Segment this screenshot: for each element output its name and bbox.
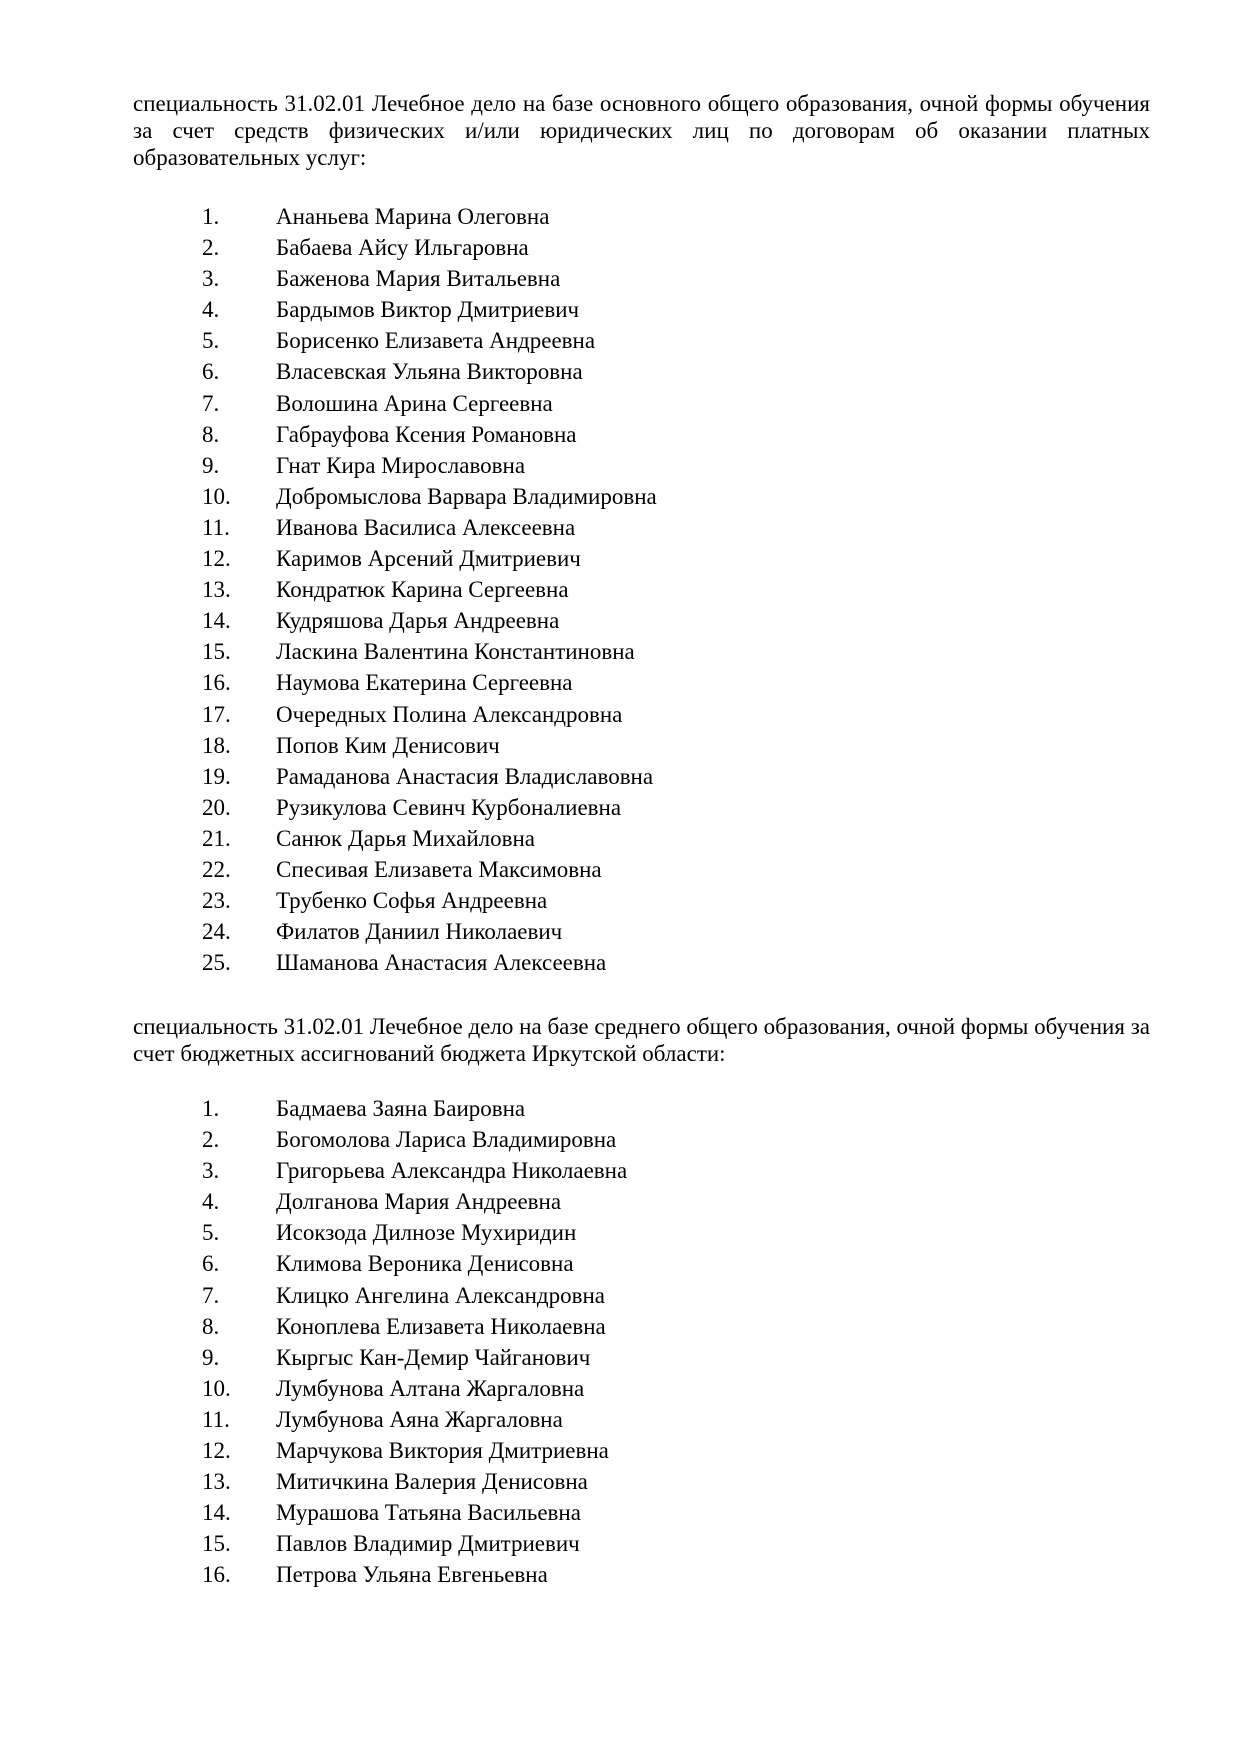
student-name: Волошина Арина Сергеевна: [276, 390, 553, 416]
item-number: 5.: [202, 328, 220, 354]
item-number: 6.: [202, 1251, 220, 1277]
list-item: [0, 576, 1241, 607]
item-number: 3.: [202, 1158, 220, 1184]
item-number: 10.: [202, 1375, 231, 1401]
item-number: 20.: [202, 794, 231, 820]
item-number: 9.: [202, 1344, 220, 1370]
item-number: 7.: [202, 1282, 220, 1308]
student-name: Климова Вероника Денисовна: [276, 1251, 574, 1277]
list-item: [0, 949, 1241, 980]
student-name: Каримов Арсений Дмитриевич: [276, 546, 581, 572]
student-name: Власевская Ульяна Викторовна: [276, 359, 583, 385]
student-name: Лумбунова Аяна Жаргаловна: [276, 1406, 563, 1432]
student-name: Мурашова Татьяна Васильевна: [276, 1500, 581, 1526]
list-item: [0, 1219, 1241, 1250]
item-number: 1.: [202, 204, 220, 229]
list-item: [0, 234, 1241, 265]
list-item: [0, 327, 1241, 358]
student-name: Санюк Дарья Михайловна: [276, 825, 536, 851]
item-number: 15.: [202, 1531, 231, 1557]
item-number: 22.: [202, 856, 231, 882]
student-name: Спесивая Елизавета Максимовна: [276, 856, 602, 882]
list-item: [0, 1561, 1241, 1592]
list-item: [0, 1250, 1241, 1281]
student-name: Петрова Ульяна Евгеньевна: [276, 1562, 548, 1588]
student-list-budget-secondary: [0, 1095, 1241, 1593]
list-item: [0, 1499, 1241, 1530]
student-name: Баженова Мария Витальевна: [276, 266, 561, 292]
list-item: [0, 794, 1241, 825]
student-name: Ласкина Валентина Константиновна: [276, 639, 635, 665]
list-item: [0, 856, 1241, 887]
section-heading-budget-secondary: специальность 31.02.01 Лечебное дело на базе среднего общего образования, очной формы обучения за счет бюджетных ассигнований бюджета Иркутской области:: [133, 1014, 1150, 1066]
item-number: 24.: [202, 919, 231, 945]
item-number: 25.: [202, 950, 231, 976]
list-item: [0, 265, 1241, 296]
student-list-paid-basic: [0, 203, 1241, 980]
item-number: 17.: [202, 701, 231, 727]
list-item: [0, 887, 1241, 918]
student-name: Бабаева Айсу Ильгаровна: [276, 235, 529, 261]
list-item: [0, 421, 1241, 452]
student-name: Попов Ким Денисович: [276, 732, 500, 758]
list-item: [0, 545, 1241, 576]
list-item: [0, 452, 1241, 483]
list-item: [0, 1530, 1241, 1561]
student-name: Марчукова Виктория Дмитриевна: [276, 1438, 609, 1464]
item-number: 15.: [202, 639, 231, 665]
item-number: 4.: [202, 1189, 220, 1215]
item-number: 13.: [202, 1469, 231, 1495]
student-name: Кыргыс Кан-Демир Чайганович: [276, 1344, 591, 1370]
list-item: [0, 1126, 1241, 1157]
student-name: Борисенко Елизавета Андреевна: [276, 328, 596, 354]
list-item: [0, 358, 1241, 389]
student-name: Рузикулова Севинч Курбоналиевна: [276, 794, 622, 820]
student-name: Очередных Полина Александровна: [276, 701, 623, 727]
list-item: [0, 1344, 1241, 1375]
item-number: 1.: [202, 1096, 220, 1121]
list-item: [0, 296, 1241, 327]
student-name: Трубенко Софья Андреевна: [276, 888, 548, 914]
item-number: 7.: [202, 390, 220, 416]
student-name: Митичкина Валерия Денисовна: [276, 1469, 588, 1495]
student-name: Филатов Даниил Николаевич: [276, 919, 563, 945]
student-name: Кудряшова Дарья Андреевна: [276, 608, 560, 634]
list-item: [0, 607, 1241, 638]
item-number: 10.: [202, 483, 231, 509]
list-item: [0, 1095, 1241, 1126]
list-item: [0, 732, 1241, 763]
item-number: 16.: [202, 1562, 231, 1588]
item-number: 23.: [202, 888, 231, 914]
list-item: [0, 763, 1241, 794]
item-number: 12.: [202, 1438, 231, 1464]
item-number: 2.: [202, 235, 220, 261]
list-item: [0, 1188, 1241, 1219]
item-number: 2.: [202, 1127, 220, 1153]
item-number: 16.: [202, 670, 231, 696]
student-name: Рамаданова Анастасия Владиславовна: [276, 763, 654, 789]
student-name: Иванова Василиса Алексеевна: [276, 514, 576, 540]
item-number: 14.: [202, 608, 231, 634]
item-number: 3.: [202, 266, 220, 292]
list-item: [0, 514, 1241, 545]
list-item: [0, 638, 1241, 669]
student-name: Коноплева Елизавета Николаевна: [276, 1313, 606, 1339]
list-item: [0, 1437, 1241, 1468]
list-item: [0, 483, 1241, 514]
list-item: [0, 669, 1241, 700]
list-item: [0, 825, 1241, 856]
student-name: Наумова Екатерина Сергеевна: [276, 670, 573, 696]
section-heading-paid-basic: специальность 31.02.01 Лечебное дело на базе основного общего образования, очной формы обучения за счет средств физических и/или юридических лиц по договорам об оказании платных образовательных услуг:: [133, 91, 1150, 170]
item-number: 5.: [202, 1220, 220, 1246]
item-number: 8.: [202, 1313, 220, 1339]
student-name: Добромыслова Варвара Владимировна: [276, 483, 657, 509]
student-name: Бардымов Виктор Дмитриевич: [276, 297, 580, 323]
list-item: [0, 203, 1241, 234]
list-item: [0, 1406, 1241, 1437]
student-name: Кондратюк Карина Сергеевна: [276, 577, 569, 603]
student-name: Габрауфова Ксения Романовна: [276, 421, 577, 447]
item-number: 19.: [202, 763, 231, 789]
item-number: 21.: [202, 825, 231, 851]
student-name: Лумбунова Алтана Жаргаловна: [276, 1375, 585, 1401]
item-number: 14.: [202, 1500, 231, 1526]
list-item: [0, 1313, 1241, 1344]
list-item: [0, 1282, 1241, 1313]
item-number: 8.: [202, 421, 220, 447]
list-item: [0, 701, 1241, 732]
student-name: Клицко Ангелина Александровна: [276, 1282, 605, 1308]
list-item: [0, 390, 1241, 421]
item-number: 11.: [202, 514, 230, 540]
list-item: [0, 918, 1241, 949]
list-item: [0, 1468, 1241, 1499]
student-name: Павлов Владимир Дмитриевич: [276, 1531, 580, 1557]
item-number: 12.: [202, 546, 231, 572]
list-item: [0, 1375, 1241, 1406]
list-item: [0, 1157, 1241, 1188]
item-number: 11.: [202, 1406, 230, 1432]
item-number: 18.: [202, 732, 231, 758]
student-name: Долганова Мария Андреевна: [276, 1189, 562, 1215]
item-number: 4.: [202, 297, 220, 323]
student-name: Исокзода Дилнозе Мухиридин: [276, 1220, 577, 1246]
student-name: Богомолова Лариса Владимировна: [276, 1127, 617, 1153]
student-name: Григорьева Александра Николаевна: [276, 1158, 628, 1184]
student-name: Гнат Кира Мирославовна: [276, 452, 526, 478]
student-name: Шаманова Анастасия Алексеевна: [276, 950, 607, 976]
item-number: 9.: [202, 452, 220, 478]
student-name: Бадмаева Заяна Баировна: [276, 1096, 526, 1121]
item-number: 13.: [202, 577, 231, 603]
student-name: Ананьева Марина Олеговна: [276, 204, 550, 229]
item-number: 6.: [202, 359, 220, 385]
